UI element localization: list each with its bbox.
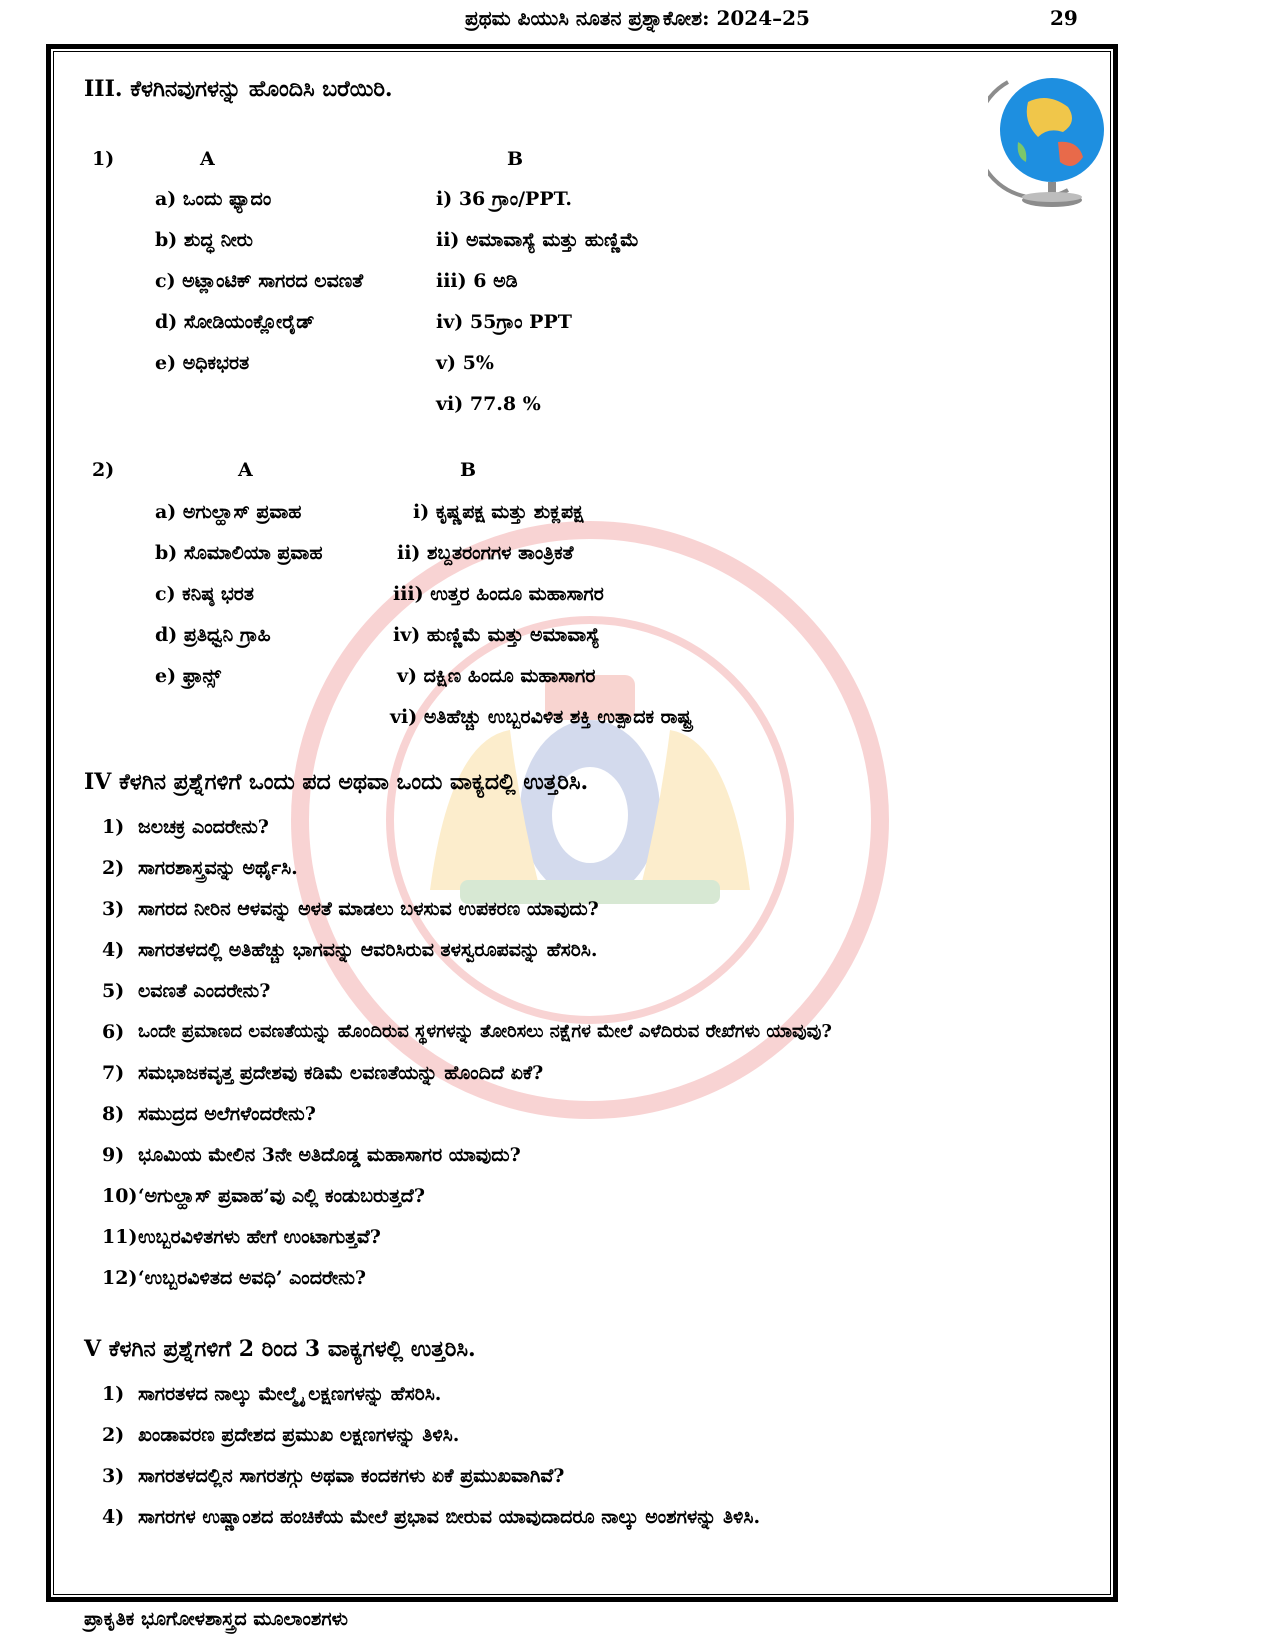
- s4-q-text: ‘ಅಗುಲ್ಹಾಸ್ ಪ್ರವಾಹ’ವು ಎಲ್ಲಿ ಕಂಡುಬರುತ್ತದೆ?: [138, 1185, 425, 1207]
- q1-a-item: c) ಅಟ್ಲಾಂಟಿಕ್ ಸಾಗರದ ಲವಣತೆ: [155, 270, 364, 292]
- s4-q-number: 6): [102, 1021, 125, 1043]
- s4-q-number: 8): [102, 1103, 125, 1125]
- s4-q-text: ಒಂದೇ ಪ್ರಮಾಣದ ಲವಣತೆಯನ್ನು ಹೊಂದಿರುವ ಸ್ಥಳಗಳನ್ನು ತೋರಿಸಲು ನಕ್ಷೆಗಳ ಮೇಲೆ ಎಳೆದಿರುವ ರೇಖೆಗಳು ಯಾವುವು?: [138, 1021, 832, 1042]
- q2-column-b-header: B: [460, 459, 477, 481]
- s4-q-text: ಲವಣತೆ ಎಂದರೇನು?: [138, 980, 271, 1002]
- s4-q-text: ಸಾಗರದ ನೀರಿನ ಆಳವನ್ನು ಅಳತೆ ಮಾಡಲು ಬಳಸುವ ಉಪಕರಣ ಯಾವುದು?: [138, 898, 599, 920]
- q2-a-item: e) ಫ್ರಾನ್ಸ್: [155, 665, 221, 687]
- q1-a-item: a) ಒಂದು ಫ್ಯಾದಂ: [155, 188, 272, 210]
- q2-a-item: a) ಅಗುಲ್ಹಾಸ್ ಪ್ರವಾಹ: [155, 501, 302, 523]
- s4-q-text: ಸಮಭಾಜಕವೃತ್ತ ಪ್ರದೇಶವು ಕಡಿಮೆ ಲವಣತೆಯನ್ನು ಹೊಂದಿದೆ ಏಕೆ?: [138, 1062, 544, 1084]
- s5-q-text: ಸಾಗರಗಳ ಉಷ್ಣಾಂಶದ ಹಂಚಿಕೆಯ ಮೇಲೆ ಪ್ರಭಾವ ಬೀರುವ ಯಾವುದಾದರೂ ನಾಲ್ಕು ಅಂಶಗಳನ್ನು ತಿಳಿಸಿ.: [138, 1506, 761, 1528]
- s4-q-number: 3): [102, 898, 125, 920]
- section-4-heading: IV ಕೆಳಗಿನ ಪ್ರಶ್ನೆಗಳಿಗೆ ಒಂದು ಪದ ಅಥವಾ ಒಂದು ವಾಕ್ಯದಲ್ಲಿ ಉತ್ತರಿಸಿ.: [84, 769, 589, 795]
- q1-a-item: b) ಶುದ್ಧ ನೀರು: [155, 229, 253, 251]
- q1-a-item: d) ಸೋಡಿಯಂಕ್ಲೋರೈಡ್: [155, 311, 315, 333]
- s4-q-text: ಉಬ್ಬರವಿಳಿತಗಳು ಹೇಗೆ ಉಂಟಾಗುತ್ತವೆ?: [138, 1226, 381, 1248]
- s4-q-number: 2): [102, 857, 125, 879]
- q2-b-item: i) ಕೃಷ್ಣಪಕ್ಷ ಮತ್ತು ಶುಕ್ಲಪಕ್ಷ: [413, 501, 584, 523]
- section-5-heading: V ಕೆಳಗಿನ ಪ್ರಶ್ನೆಗಳಿಗೆ 2 ರಿಂದ 3 ವಾಕ್ಯಗಳಲ್ಲಿ ಉತ್ತರಿಸಿ.: [84, 1336, 476, 1362]
- s5-q-number: 3): [102, 1465, 125, 1487]
- s4-q-text: ಸಾಗರಶಾಸ್ತ್ರವನ್ನು ಅರ್ಥೈಸಿ.: [138, 857, 298, 879]
- q1-b-item: iv) 55ಗ್ರಾಂ PPT: [436, 311, 572, 333]
- s4-q-number: 5): [102, 980, 125, 1002]
- s4-q-number: 10): [102, 1185, 138, 1207]
- q2-b-item: v) ದಕ್ಷಿಣ ಹಿಂದೂ ಮಹಾಸಾಗರ: [397, 665, 596, 687]
- page-footer: ಪ್ರಾಕೃತಿಕ ಭೂಗೋಳಶಾಸ್ತ್ರದ ಮೂಲಾಂಶಗಳು: [84, 1608, 348, 1630]
- s5-q-text: ಖಂಡಾವರಣ ಪ್ರದೇಶದ ಪ್ರಮುಖ ಲಕ್ಷಣಗಳನ್ನು ತಿಳಿಸಿ.: [138, 1424, 460, 1446]
- s5-q-number: 1): [102, 1383, 125, 1405]
- q1-a-item: e) ಅಧಿಕಭರತ: [155, 352, 250, 374]
- q2-b-item: vi) ಅತಿಹೆಚ್ಚು ಉಬ್ಬರವಿಳಿತ ಶಕ್ತಿ ಉತ್ಪಾದಕ ರಾಷ್ಟ್ರ: [390, 706, 693, 728]
- s4-q-number: 1): [102, 816, 125, 838]
- q2-a-item: c) ಕನಿಷ್ಠ ಭರತ: [155, 583, 254, 605]
- section-3-heading: III. ಕೆಳಗಿನವುಗಳನ್ನು ಹೊಂದಿಸಿ ಬರೆಯಿರಿ.: [84, 76, 393, 102]
- q1-b-item: iii) 6 ಅಡಿ: [436, 270, 518, 292]
- s4-q-number: 11): [102, 1226, 138, 1248]
- s4-q-text: ‘ಉಬ್ಬರವಿಳಿತದ ಅವಧಿ’ ಎಂದರೇನು?: [138, 1267, 366, 1289]
- s5-q-text: ಸಾಗರತಳದ ನಾಲ್ಕು ಮೇಲ್ಮೈ ಲಕ್ಷಣಗಳನ್ನು ಹೆಸರಿಸಿ.: [138, 1383, 442, 1405]
- q1-column-b-header: B: [507, 148, 524, 170]
- q2-b-item: iv) ಹುಣ್ಣಿಮೆ ಮತ್ತು ಅಮಾವಾಸ್ಯೆ: [393, 624, 600, 646]
- s4-q-text: ಸಮುದ್ರದ ಅಲೆಗಳೆಂದರೇನು?: [138, 1103, 316, 1125]
- s4-q-number: 9): [102, 1144, 125, 1166]
- page-number: 29: [1050, 6, 1078, 30]
- q2-b-item: ii) ಶಬ್ದತರಂಗಗಳ ತಾಂತ್ರಿಕತೆ: [397, 542, 574, 564]
- page-header-title: ಪ್ರಥಮ ಪಿಯುಸಿ ನೂತನ ಪ್ರಶ್ನಾಕೋಶ: 2024–25: [465, 6, 810, 30]
- s4-q-text: ಭೂಮಿಯ ಮೇಲಿನ 3ನೇ ಅತಿದೊಡ್ಡ ಮಹಾಸಾಗರ ಯಾವುದು?: [138, 1144, 521, 1166]
- q1-b-item: vi) 77.8 %: [436, 393, 541, 415]
- s4-q-number: 4): [102, 939, 125, 961]
- q2-b-item: iii) ಉತ್ತರ ಹಿಂದೂ ಮಹಾಸಾಗರ: [393, 583, 604, 605]
- q1-column-a-header: A: [200, 148, 215, 170]
- s4-q-number: 12): [102, 1267, 138, 1289]
- q2-a-item: d) ಪ್ರತಿಧ್ವನಿ ಗ್ರಾಹಿ: [155, 624, 271, 646]
- s4-q-text: ಜಲಚಕ್ರ ಎಂದರೇನು?: [138, 816, 269, 838]
- s5-q-number: 2): [102, 1424, 125, 1446]
- s5-q-number: 4): [102, 1506, 125, 1528]
- q2-column-a-header: A: [238, 459, 253, 481]
- q2-number: 2): [92, 459, 115, 481]
- q1-b-item: i) 36 ಗ್ರಾಂ/PPT.: [436, 188, 572, 210]
- s4-q-text: ಸಾಗರತಳದಲ್ಲಿ ಅತಿಹೆಚ್ಚು ಭಾಗವನ್ನು ಆವರಿಸಿರುವ ತಳಸ್ವರೂಪವನ್ನು ಹೆಸರಿಸಿ.: [138, 939, 598, 961]
- s4-q-number: 7): [102, 1062, 125, 1084]
- q1-number: 1): [92, 148, 115, 170]
- q1-b-item: ii) ಅಮಾವಾಸ್ಯೆ ಮತ್ತು ಹುಣ್ಣಿಮೆ: [436, 229, 639, 251]
- q1-b-item: v) 5%: [436, 352, 494, 374]
- q2-a-item: b) ಸೊಮಾಲಿಯಾ ಪ್ರವಾಹ: [155, 542, 323, 564]
- s5-q-text: ಸಾಗರತಳದಲ್ಲಿನ ಸಾಗರತಗ್ಗು ಅಥವಾ ಕಂದಕಗಳು ಏಕೆ ಪ್ರಮುಖವಾಗಿವೆ?: [138, 1465, 565, 1487]
